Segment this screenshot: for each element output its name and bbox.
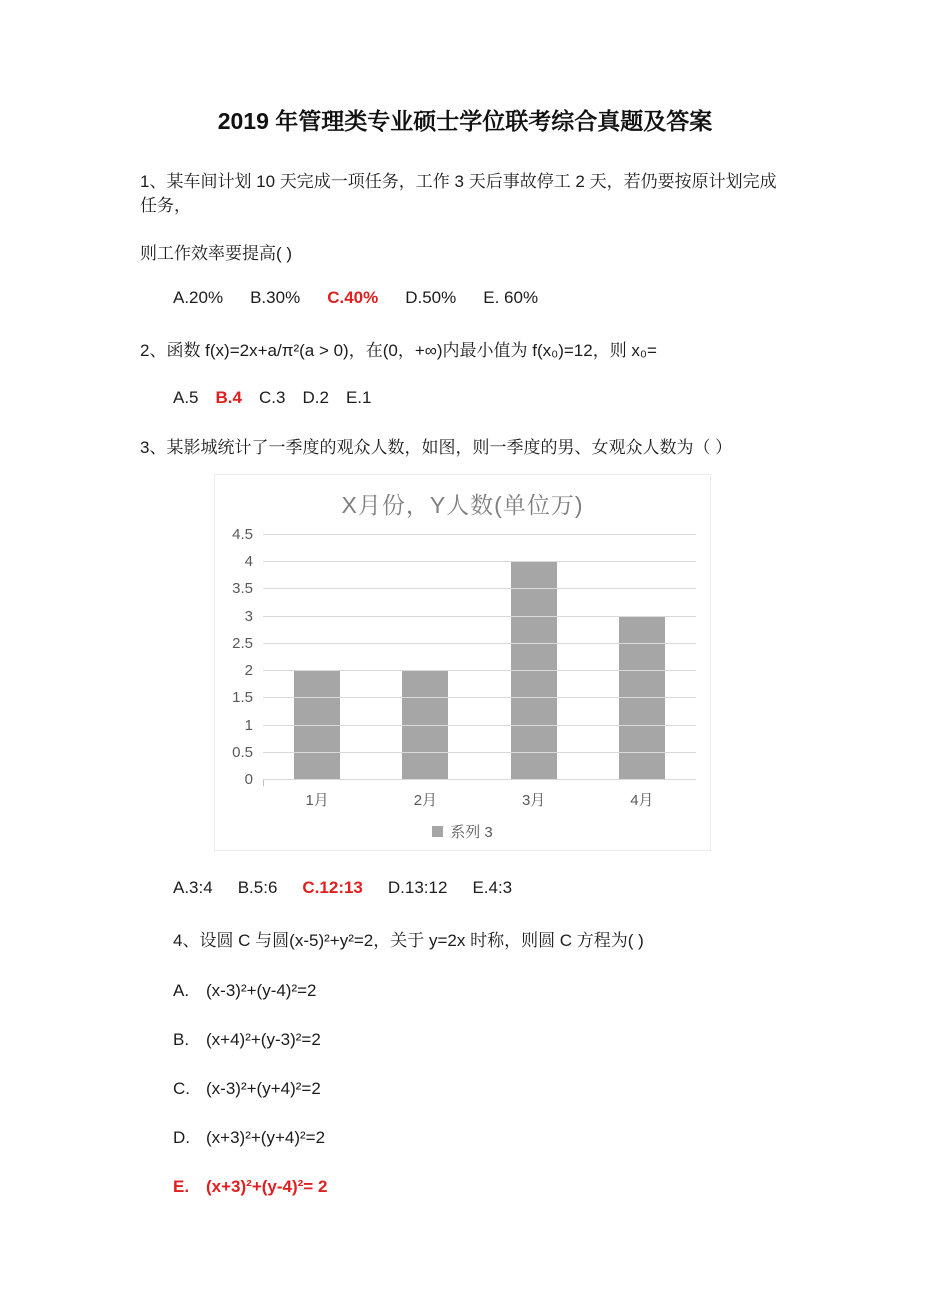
chart-ytick: 2	[244, 662, 253, 680]
chart-bar	[294, 671, 340, 780]
question-3-text: 3、某影城统计了一季度的观众人数，如图，则一季度的男、女观众人数为（ ）	[140, 438, 733, 457]
chart-ytick: 1.5	[232, 689, 253, 707]
chart-gridline	[263, 697, 696, 698]
choice-row-e	[140, 1175, 790, 1199]
choice-formula: (x-3)²+(y-4)²=2	[206, 981, 317, 1000]
answer-option: A.20%	[173, 288, 224, 307]
chart-bar-slot	[371, 535, 479, 780]
chart-legend	[215, 821, 710, 842]
answer-option: B.5:6	[237, 878, 278, 897]
choice-formula: (x-3)²+(y+4)²=2	[206, 1079, 321, 1098]
chart-gridline	[263, 779, 696, 780]
chart-gridline	[263, 643, 696, 644]
choice-letter: A.	[173, 981, 190, 1000]
answer-option: D.50%	[405, 288, 457, 307]
answer-option: D.13:12	[387, 878, 448, 897]
chart-bar-slot	[480, 535, 588, 780]
chart-ytick: 4	[244, 553, 253, 571]
question-3-options	[140, 876, 790, 900]
chart-ytick: 3.5	[232, 580, 253, 598]
chart-gridline	[263, 561, 696, 562]
chart-gridline	[263, 725, 696, 726]
bar-chart	[214, 474, 711, 851]
chart-ytick: 2.5	[232, 634, 253, 652]
chart-category-label: 3月	[521, 792, 546, 809]
axis-tick	[263, 780, 264, 786]
legend-swatch-icon	[432, 826, 443, 837]
answer-option: B.4	[215, 388, 242, 407]
question-4-text: 4、设圆 C 与圆(x-5)²+y²=2，关于 y=2x 时称，则圆 C 方程为( )	[173, 931, 644, 950]
choice-letter: B.	[173, 1030, 190, 1049]
choice-formula: (x+3)²+(y+4)²=2	[206, 1128, 326, 1147]
choice-formula: (x+3)²+(y-4)²= 2	[206, 1177, 328, 1196]
answer-option: B.30%	[250, 288, 301, 307]
chart-bars	[263, 535, 696, 780]
choice-row-b	[140, 1028, 790, 1052]
answer-option: A.5	[173, 388, 199, 407]
chart-category-label: 4月	[630, 792, 654, 809]
chart-gridline	[263, 588, 696, 589]
choice-letter: C.	[173, 1079, 190, 1098]
chart-gridline	[263, 670, 696, 671]
answer-option: E.1	[345, 388, 372, 407]
chart-bar-slot	[588, 535, 696, 780]
chart-categories	[263, 789, 696, 810]
answer-option: C.3	[259, 388, 286, 407]
answer-option: C.40%	[327, 288, 379, 307]
choice-formula: (x+4)²+(y-3)²=2	[206, 1030, 321, 1049]
chart-bar-slot	[263, 535, 371, 780]
question-1-line-2: 则工作效率要提高( )	[140, 244, 293, 263]
answer-option: E. 60%	[483, 288, 539, 307]
chart-plot	[232, 526, 696, 788]
answer-option: E.4:3	[472, 878, 513, 897]
page-title: 2019 年管理类专业硕士学位联考综合真题及答案	[217, 108, 713, 134]
answer-option: D.2	[302, 388, 329, 407]
chart-ytick: 1	[244, 716, 253, 734]
chart-ytick: 4.5	[232, 526, 253, 543]
chart-gridline	[263, 616, 696, 617]
choice-letter: E.	[173, 1177, 190, 1196]
question-2-text: 2、函数 f(x)=2x+a/π²(a > 0)，在(0，+∞)内最小值为 f(x₀)=12，则 x₀=	[140, 341, 657, 360]
chart-ytick: 0	[244, 771, 253, 788]
chart-gridline	[263, 752, 696, 753]
question-1-options	[140, 286, 790, 310]
legend-label: 系列 3	[450, 824, 493, 841]
question-2-options	[140, 386, 790, 410]
chart-title: X月份，Y人数(单位万)	[341, 492, 584, 518]
choice-row-c	[140, 1077, 790, 1101]
chart-ytick: 0.5	[232, 743, 253, 761]
question-1-line-1: 1、某车间计划 10 天完成一项任务，工作 3 天后事故停工 2 天，若仍要按原计划完成任务，	[140, 172, 777, 215]
answer-option: C.12:13	[302, 878, 363, 897]
chart-category-label: 2月	[413, 792, 438, 809]
choice-row-d	[140, 1126, 790, 1150]
answer-option: A.3:4	[173, 878, 213, 897]
chart-category-label: 1月	[305, 792, 329, 809]
chart-bar	[402, 671, 448, 780]
choice-letter: D.	[173, 1128, 190, 1147]
chart-gridline	[263, 534, 696, 535]
choice-row-a	[140, 979, 790, 1003]
chart-ytick: 3	[244, 607, 253, 625]
